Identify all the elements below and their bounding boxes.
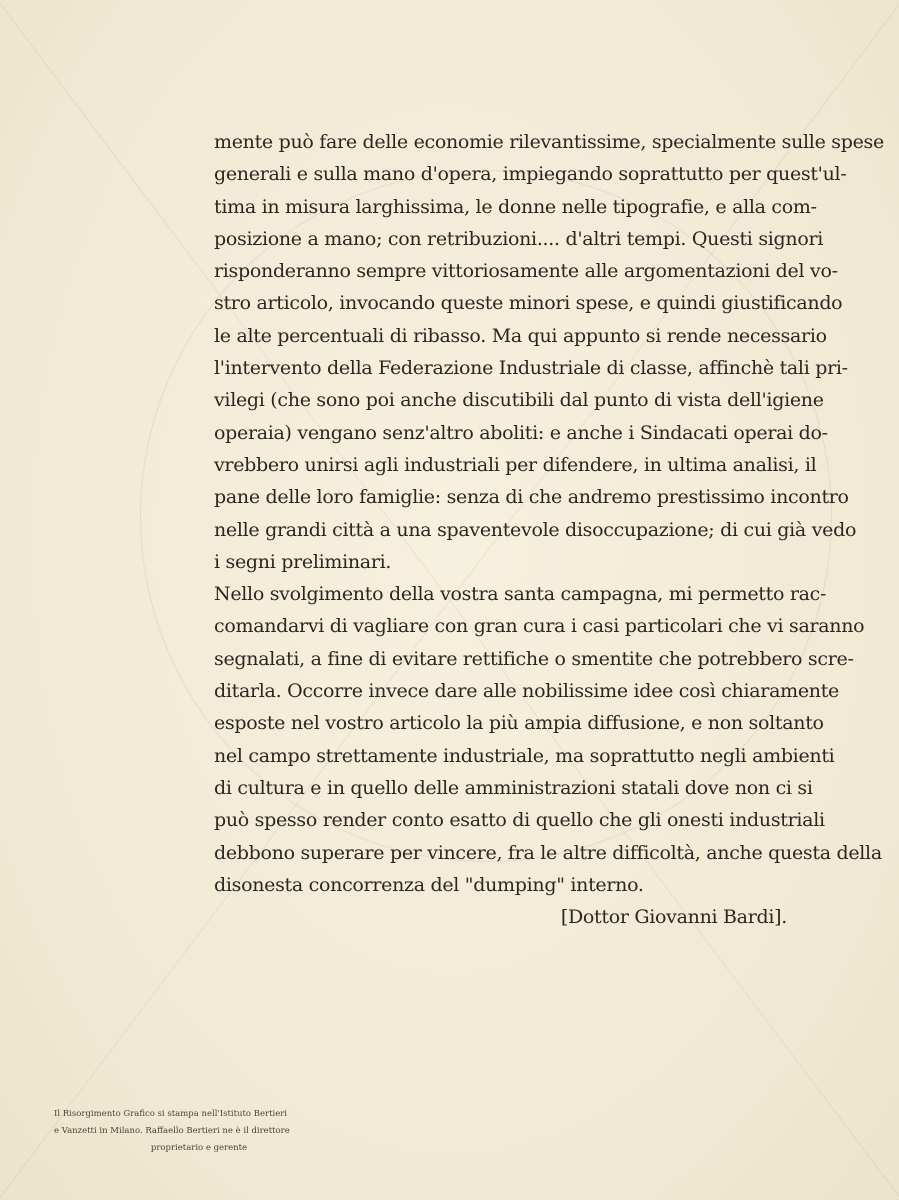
text-line: le alte percentuali di ribasso. Ma qui appunto si rende necessario [214,324,827,347]
signature: [Dottor Giovanni Bardi]. [560,906,787,929]
text-line: operaia) vengano senz'altro aboliti: e anche i Sindacati operai do- [214,421,828,444]
paragraph-end-line: disonesta concorrenza del "dumping" interno. [214,873,644,896]
text-line: generali e sulla mano d'opera, impiegando soprattutto per quest'ul- [214,163,847,186]
text-line: stro articolo, invocando queste minori spese, e quindi giustificando [214,292,843,315]
colophon-line: Il Risorgimento Grafico si stampa nell'Istituto Bertieri [54,1109,288,1119]
colophon-line: proprietario e gerente [150,1143,248,1153]
text-line: risponderanno sempre vittoriosamente alle argomentazioni del vo- [214,260,838,283]
text-line: pane delle loro famiglie: senza di che andremo prestissimo incontro [214,486,849,509]
colophon-line: e Vanzetti in Milano. Raffaello Bertieri ne è il direttore [54,1126,290,1136]
text-line: esposte nel vostro articolo la più ampia diffusione, e non soltanto [214,712,824,735]
text-line: ditarla. Occorre invece dare alle nobilissime idee così chiaramente [214,680,839,703]
text-line: posizione a mano; con retribuzioni.... d'altri tempi. Questi signori [214,227,824,250]
text-line: può spesso render conto esatto di quello che gli onesti industriali [214,809,825,832]
text-line: mente può fare delle economie rilevantissime, specialmente sulle spese [214,131,884,153]
paragraph-end-line: i segni preliminari. [214,550,392,573]
text-line: tima in misura larghissima, le donne nelle tipografie, e alla com- [214,195,817,218]
text-line: Nello svolgimento della vostra santa campagna, mi permetto rac- [214,583,827,606]
text-line: debbono superare per vincere, fra le altre difficoltà, anche questa della [214,841,882,864]
text-line: comandarvi di vagliare con gran cura i casi particolari che vi saranno [214,615,865,638]
text-line: di cultura e in quello delle amministrazioni statali dove non ci si [214,776,813,799]
text-line: nelle grandi città a una spaventevole disoccupazione; di cui già vedo [214,518,857,541]
text-line: vrebbero unirsi agli industriali per difendere, in ultima analisi, il [214,453,817,476]
text-line: vilegi (che sono poi anche discutibili dal punto di vista dell'igiene [214,389,824,412]
text-line: l'intervento della Federazione Industriale di classe, affinchè tali pri- [214,357,848,380]
text-line: segnalati, a fine di evitare rettifiche o smentite che potrebbero scre- [214,647,854,670]
colophon [54,1106,314,1157]
article-body [214,126,884,933]
text-line: nel campo strettamente industriale, ma soprattutto negli ambienti [214,744,835,767]
